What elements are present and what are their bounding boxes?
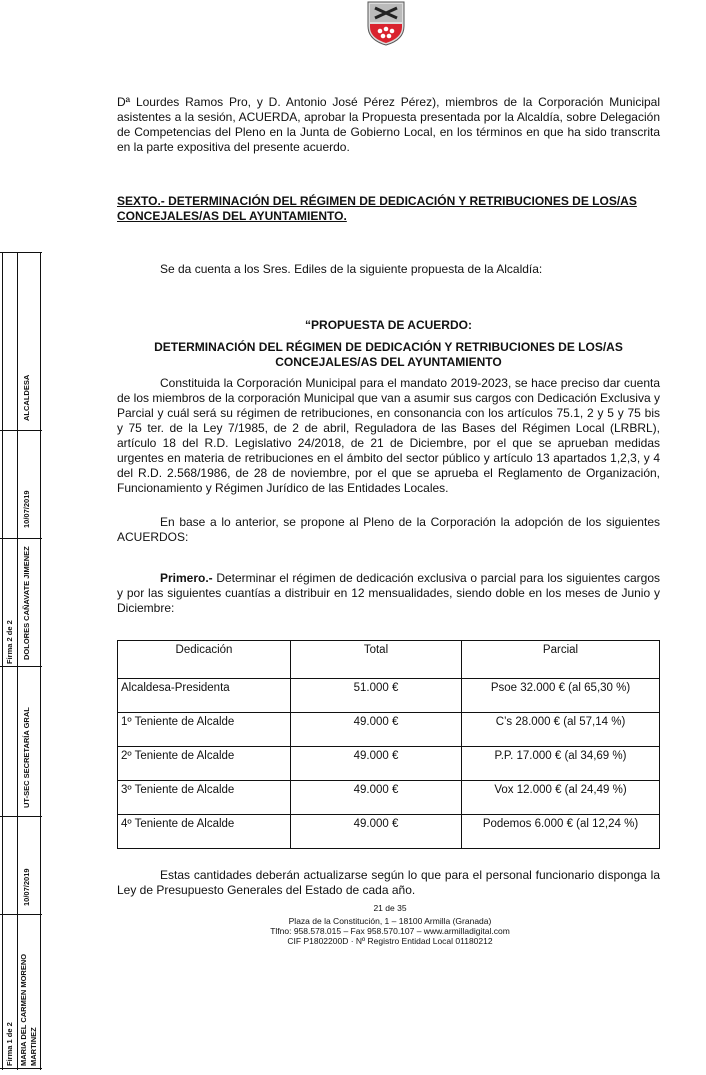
firma1-role: UT-SEC SECRETARÍA GRAL (22, 707, 31, 808)
propuesta-title: “PROPUESTA DE ACUERDO: (305, 318, 472, 332)
cell-total: 51.000 € (291, 679, 462, 713)
cuenta-text: Se da cuenta a los Sres. Ediles de la siguiente propuesta de la Alcaldía: (160, 262, 543, 276)
firma2-label: Firma 2 de 2 (5, 620, 14, 664)
cell-total: 49.000 € (291, 713, 462, 747)
cell-total: 49.000 € (291, 815, 462, 849)
cell-dedicacion: Alcaldesa-Presidenta (118, 679, 291, 713)
footer-phones: Tlfno: 958.578.015 – Fax 958.570.107 – www.armilladigital.com (270, 926, 510, 936)
propuesta-heading-line2: CONCEJALES/AS DEL AYUNTAMIENTO (275, 355, 502, 369)
firma2-role: ALCALDESA (22, 374, 31, 421)
base-paragraph: En base a lo anterior, se propone al Pleno de la Corporación la adopción de los siguientes ACUERDOS: (117, 515, 660, 544)
cell-dedicacion: 1º Teniente de Alcalde (118, 713, 291, 747)
propuesta-heading (117, 340, 660, 370)
primero-text: Determinar el régimen de dedicación exclusiva o parcial para los siguientes cargos y por las siguientes cuantías a distribuir en 12 mensualidades, siendo doble en los meses de Junio y Diciembre: (117, 571, 660, 615)
firma1-name-line2: MARTINEZ (29, 1027, 38, 1066)
cell-parcial: P.P. 17.000 € (al 34,69 %) (462, 747, 660, 781)
section-heading-line2: CONCEJALES/AS DEL AYUNTAMIENTO. (117, 209, 347, 223)
table-row (118, 815, 660, 849)
cell-parcial: Podemos 6.000 € (al 12,24 %) (462, 815, 660, 849)
footer-page-number: 21 de 35 (373, 903, 407, 913)
cell-parcial: Vox 12.000 € (al 24,49 %) (462, 781, 660, 815)
firma1-name-line1: MARIA DEL CARMEN MORENO (19, 953, 28, 1066)
firma2-date: 10/07/2019 (22, 490, 31, 528)
header-dedicacion: Dedicación (118, 641, 291, 679)
table-header-row (118, 641, 660, 679)
footer-cif: CIF P1802200D · Nº Registro Entidad Local 01180212 (287, 936, 493, 946)
propuesta-heading-line1: DETERMINACIÓN DEL RÉGIMEN DE DEDICACIÓN Y RETRIBUCIONES DE LOS/AS (154, 340, 623, 354)
footer-address: Plaza de la Constitución, 1 – 18100 Armilla (Granada) (288, 916, 492, 926)
cell-parcial: C’s 28.000 € (al 57,14 %) (462, 713, 660, 747)
cell-parcial: Psoe 32.000 € (al 65,30 %) (462, 679, 660, 713)
primero-label: Primero.- (160, 571, 213, 585)
primero-paragraph (117, 571, 660, 616)
cell-dedicacion: 4º Teniente de Alcalde (118, 815, 291, 849)
dedication-table (117, 640, 660, 849)
firma2-name: DOLORES CAÑAVATE JIMENEZ (22, 546, 31, 660)
cantidades-paragraph: Estas cantidades deberán actualizarse según lo que para el personal funcionario disponga la Ley de Presupuesto Generales del Estado de cada año. (117, 868, 660, 897)
intro-paragraph: Dª Lourdes Ramos Pro, y D. Antonio José Pérez Pérez), miembros de la Corporación Municipal asistentes a la sesión, ACUERDA, aprobar la Propuesta presentada por la Alcaldía, sobre Delegación de Competencias del Pleno en la Junta de Gobierno Local, en los términos en que ha sido transcrita en la parte expositiva del presente acuerdo. (117, 95, 660, 154)
section-heading (117, 194, 677, 224)
cell-dedicacion: 3º Teniente de Alcalde (118, 781, 291, 815)
cell-dedicacion: 2º Teniente de Alcalde (118, 747, 291, 781)
cell-total: 49.000 € (291, 747, 462, 781)
firma1-date: 10/07/2019 (22, 868, 31, 906)
cell-total: 49.000 € (291, 781, 462, 815)
header-total: Total (291, 641, 462, 679)
signature-strip (0, 252, 42, 1070)
table-row (118, 747, 660, 781)
table-row (118, 781, 660, 815)
firma1-label: Firma 1 de 2 (5, 1022, 14, 1066)
table-row (118, 679, 660, 713)
coat-of-arms-icon (364, 0, 408, 46)
table-row (118, 713, 660, 747)
header-parcial: Parcial (462, 641, 660, 679)
section-heading-line1: SEXTO.- DETERMINACIÓN DEL RÉGIMEN DE DEDICACIÓN Y RETRIBUCIONES DE LOS/AS (117, 194, 637, 208)
constituida-paragraph: Constituida la Corporación Municipal para el mandato 2019-2023, se hace preciso dar cuenta de los miembros de la corporación Municipal que van a asumir sus cargos con Dedicación Exclusiva y Parcial y cuál será su régimen de retribuciones, en consonancia con los artículos 75.1, 2 y 5 y 75 bis y 75 ter. de la Ley 7/1985, de 2 de abril, Reguladora de las Bases del Régimen Local (LRBRL), artículo 18 del R.D. Legislativo 24/2018, de 21 de Diciembre, por el que se aprueban medidas urgentes en materia de retribuciones en el ámbito del sector público y artículo 13 apartados 1,2,3, y 4 del R.D. 2.568/1986, de 28 de noviembre, por el que se aprueba el Reglamento de Organización, Funcionamiento y Régimen Jurídico de las Entidades Locales. (117, 376, 660, 495)
